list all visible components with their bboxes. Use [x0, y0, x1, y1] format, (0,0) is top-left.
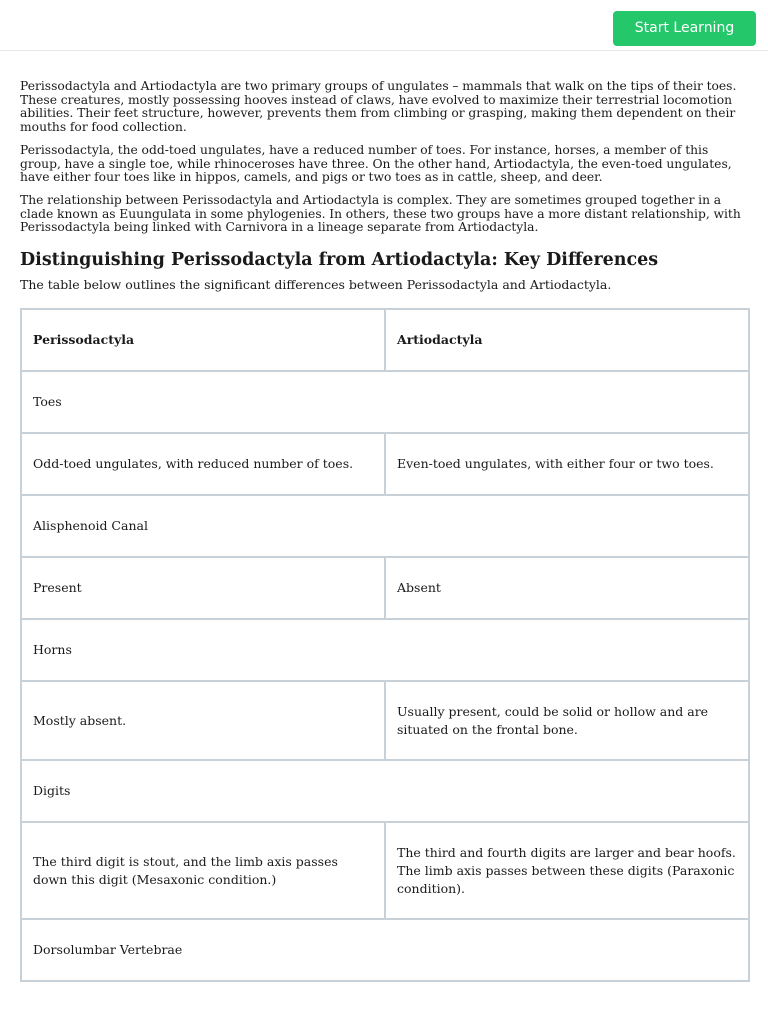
category-cell-horns: Horns	[21, 619, 749, 681]
category-cell-dorsolumbar-vertebrae: Dorsolumbar Vertebrae	[21, 919, 749, 981]
category-row	[21, 760, 749, 822]
table-row	[21, 681, 749, 760]
intro-paragraph: Perissodactyla and Artiodactyla are two primary groups of ungulates – mammals that walk on the tips of their toes. These creatures, mostly possessing hooves instead of claws, have evolved to maximize their terrestrial locomotion abilities. Their feet structure, however, prevents them from climbing or grasping, making them dependent on their mouths for food collection.	[20, 79, 737, 135]
top-bar	[0, 0, 768, 51]
table-row	[21, 557, 749, 619]
category-cell-digits: Digits	[21, 760, 749, 822]
comparison-table	[20, 308, 750, 982]
table-row	[21, 433, 749, 495]
header-cell-artiodactyla: Artiodactyla	[385, 309, 749, 371]
category-row	[21, 919, 749, 981]
category-cell-toes: Toes	[21, 371, 749, 433]
cell-perissodactyla-toes: Odd-toed ungulates, with reduced number of toes.	[21, 433, 385, 495]
cell-artiodactyla-alisphenoid: Absent	[385, 557, 749, 619]
cell-artiodactyla-digits: The third and fourth digits are larger and bear hoofs. The limb axis passes between these digits (Paraxonic condition).	[385, 822, 749, 919]
table-intro: The table below outlines the significant differences between Perissodactyla and Artiodactyla.	[20, 277, 612, 293]
cell-perissodactyla-alisphenoid: Present	[21, 557, 385, 619]
start-learning-button[interactable]: Start Learning	[613, 11, 756, 46]
relationship-paragraph: The relationship between Perissodactyla and Artiodactyla is complex. They are sometimes grouped together in a clade known as Euungulata in some phylogenies. In others, these two groups have a more distant relationship, with Perissodactyla being linked with Carnivora in a lineage separate from Artiodactyla.	[20, 192, 741, 235]
header-cell-perissodactyla: Perissodactyla	[21, 309, 385, 371]
cell-artiodactyla-toes: Even-toed ungulates, with either four or two toes.	[385, 433, 749, 495]
article-body	[20, 80, 748, 293]
cell-perissodactyla-horns: Mostly absent.	[21, 681, 385, 760]
category-row	[21, 371, 749, 433]
section-heading: Distinguishing Perissodactyla from Artiodactyla: Key Differences	[20, 250, 659, 271]
category-cell-alisphenoid-canal: Alisphenoid Canal	[21, 495, 749, 557]
category-row	[21, 495, 749, 557]
cell-perissodactyla-digits: The third digit is stout, and the limb axis passes down this digit (Mesaxonic condition.)	[21, 822, 385, 919]
category-row	[21, 619, 749, 681]
table-row	[21, 822, 749, 919]
toes-paragraph: Perissodactyla, the odd-toed ungulates, have a reduced number of toes. For instance, horses, a member of this group, have a single toe, while rhinoceroses have three. On the other hand, Artiodactyla, the even-toed ungulates, have either four toes like in hippos, camels, and pigs or two toes as in cattle, sheep, and deer.	[20, 142, 732, 185]
cell-artiodactyla-horns: Usually present, could be solid or hollow and are situated on the frontal bone.	[385, 681, 749, 760]
table-header-row	[21, 309, 749, 371]
